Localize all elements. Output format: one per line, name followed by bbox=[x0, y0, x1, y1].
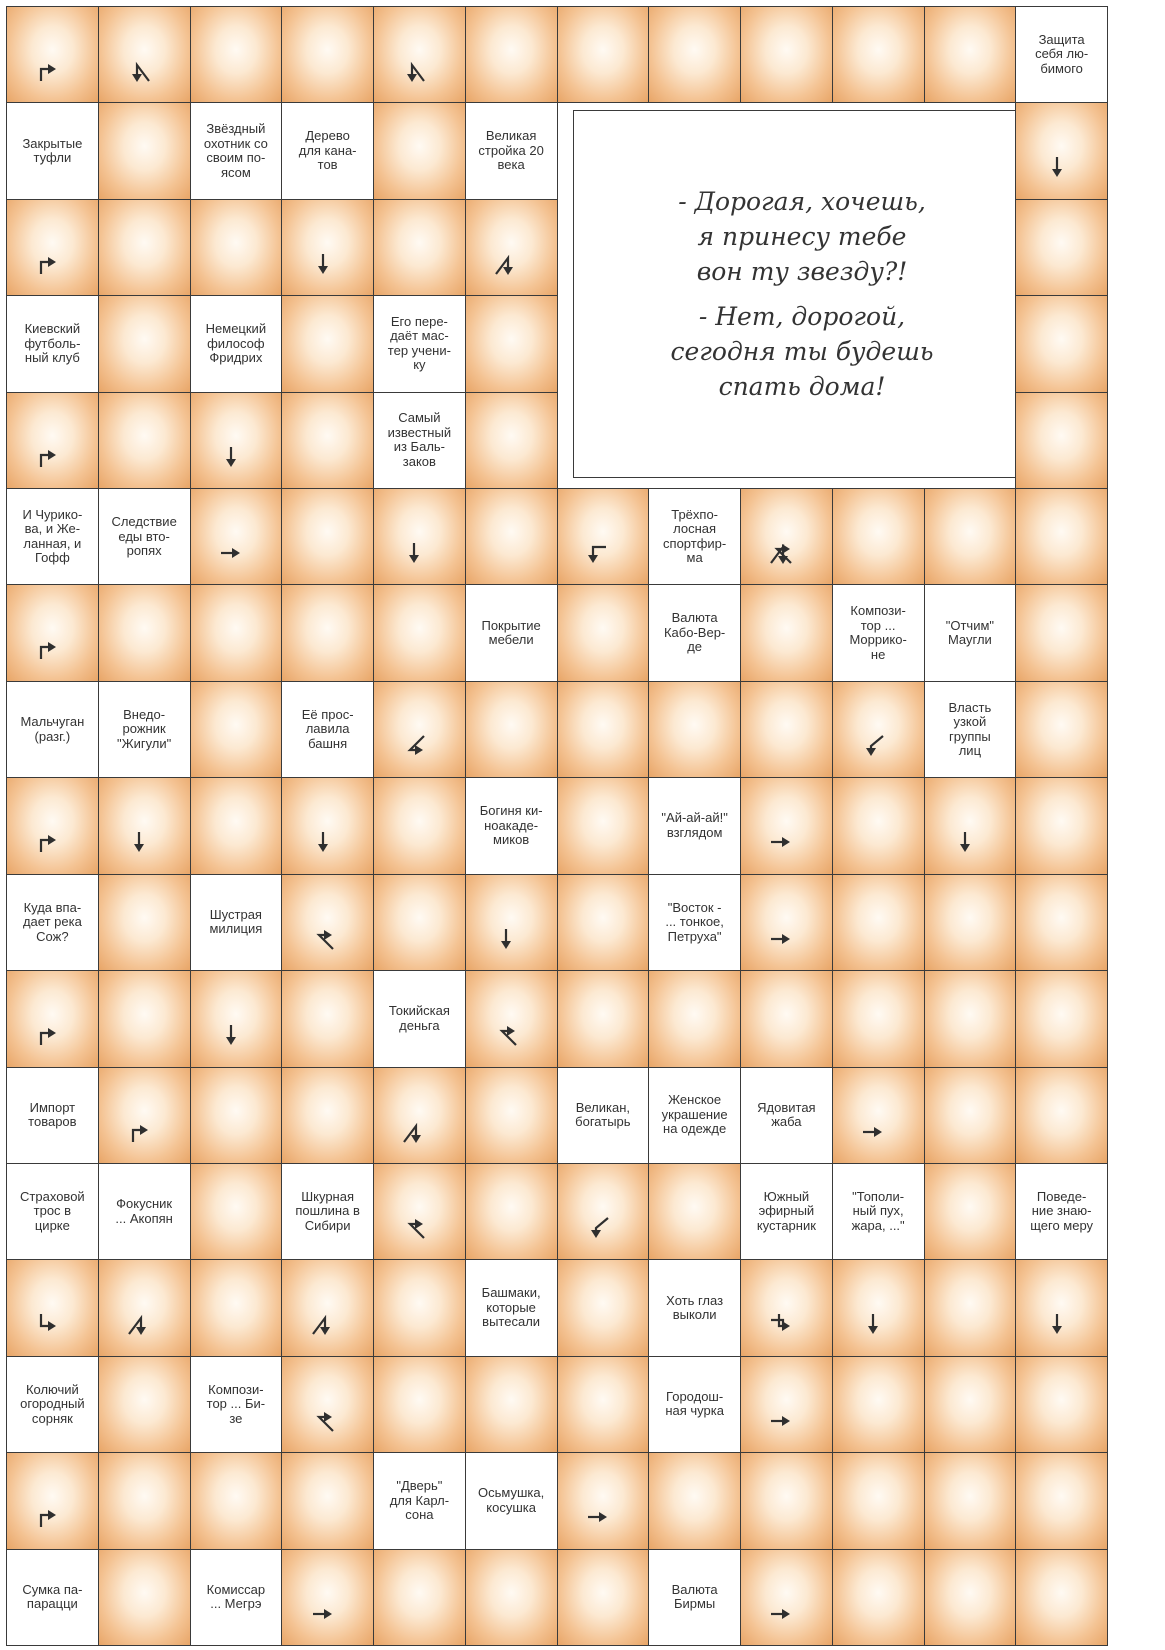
answer-cell[interactable] bbox=[648, 681, 741, 778]
answer-cell[interactable] bbox=[281, 295, 374, 392]
answer-cell[interactable] bbox=[281, 1549, 374, 1646]
clue-text: "Отчим" Маугли bbox=[945, 617, 995, 648]
answer-cell[interactable] bbox=[281, 970, 374, 1067]
answer-cell[interactable] bbox=[924, 777, 1017, 874]
clue-text: Покрытие мебели bbox=[481, 617, 541, 648]
answer-cell[interactable] bbox=[190, 6, 283, 103]
answer-cell[interactable] bbox=[740, 1259, 833, 1356]
answer-cell[interactable] bbox=[740, 6, 833, 103]
answer-cell[interactable] bbox=[190, 1163, 283, 1260]
answer-cell[interactable] bbox=[190, 970, 283, 1067]
answer-cell[interactable] bbox=[6, 392, 99, 489]
clue-text: Закрытые туфли bbox=[22, 135, 83, 166]
clue-text: Комиссар ... Мегрэ bbox=[206, 1581, 266, 1612]
answer-cell[interactable] bbox=[98, 102, 191, 199]
answer-cell[interactable] bbox=[740, 874, 833, 971]
answer-cell[interactable] bbox=[465, 970, 558, 1067]
answer-cell[interactable] bbox=[648, 1452, 741, 1549]
answer-cell[interactable] bbox=[373, 777, 466, 874]
answer-cell[interactable] bbox=[465, 6, 558, 103]
answer-cell[interactable] bbox=[557, 681, 650, 778]
answer-cell[interactable] bbox=[98, 392, 191, 489]
answer-cell[interactable] bbox=[1015, 970, 1108, 1067]
answer-cell[interactable] bbox=[557, 1259, 650, 1356]
clue-text: "Тополи- ный пух, жара, ..." bbox=[851, 1188, 905, 1233]
answer-cell[interactable] bbox=[373, 1067, 466, 1164]
answer-cell[interactable] bbox=[557, 1452, 650, 1549]
answer-cell[interactable] bbox=[924, 1163, 1017, 1260]
answer-cell[interactable] bbox=[465, 681, 558, 778]
answer-cell[interactable] bbox=[281, 488, 374, 585]
answer-cell[interactable] bbox=[190, 681, 283, 778]
answer-cell[interactable] bbox=[557, 874, 650, 971]
answer-cell[interactable] bbox=[1015, 1356, 1108, 1453]
clue-cell bbox=[190, 102, 283, 199]
answer-cell[interactable] bbox=[648, 6, 741, 103]
answer-cell[interactable] bbox=[373, 1549, 466, 1646]
answer-cell[interactable] bbox=[373, 681, 466, 778]
answer-cell[interactable] bbox=[98, 1356, 191, 1453]
answer-cell[interactable] bbox=[373, 199, 466, 296]
answer-cell[interactable] bbox=[557, 488, 650, 585]
clue-cell bbox=[6, 681, 99, 778]
answer-cell[interactable] bbox=[98, 1067, 191, 1164]
clue-cell bbox=[373, 1452, 466, 1549]
answer-cell[interactable] bbox=[832, 1549, 925, 1646]
clue-cell bbox=[648, 584, 741, 681]
clue-text: Хоть глаз выколи bbox=[666, 1292, 724, 1323]
answer-cell[interactable] bbox=[740, 584, 833, 681]
answer-cell[interactable] bbox=[98, 777, 191, 874]
clue-text: Мальчуган (разг.) bbox=[20, 714, 85, 744]
clue-cell bbox=[832, 584, 925, 681]
clue-cell bbox=[6, 1163, 99, 1260]
answer-cell[interactable] bbox=[281, 584, 374, 681]
answer-cell[interactable] bbox=[1015, 874, 1108, 971]
joke-box bbox=[573, 110, 1031, 478]
answer-cell[interactable] bbox=[190, 1259, 283, 1356]
clue-cell bbox=[648, 1356, 741, 1453]
answer-cell[interactable] bbox=[190, 777, 283, 874]
clue-text: Власть узкой группы лиц bbox=[948, 699, 992, 759]
answer-cell[interactable] bbox=[832, 6, 925, 103]
answer-cell[interactable] bbox=[98, 970, 191, 1067]
clue-cell bbox=[557, 1067, 650, 1164]
answer-cell[interactable] bbox=[557, 6, 650, 103]
clue-cell bbox=[281, 102, 374, 199]
answer-cell[interactable] bbox=[1015, 1452, 1108, 1549]
clue-text: Токийская деньга bbox=[388, 1003, 450, 1033]
answer-cell[interactable] bbox=[6, 1259, 99, 1356]
clue-cell bbox=[465, 1259, 558, 1356]
answer-cell[interactable] bbox=[6, 970, 99, 1067]
clue-text: Следствие еды вто- ропях bbox=[111, 514, 177, 558]
answer-cell[interactable] bbox=[98, 199, 191, 296]
clue-cell bbox=[465, 777, 558, 874]
clue-cell bbox=[648, 1067, 741, 1164]
answer-cell[interactable] bbox=[924, 1259, 1017, 1356]
answer-cell[interactable] bbox=[832, 1259, 925, 1356]
clue-text: Ядовитая жаба bbox=[757, 1099, 816, 1130]
answer-cell[interactable] bbox=[190, 1067, 283, 1164]
clue-cell bbox=[6, 102, 99, 199]
answer-cell[interactable] bbox=[190, 1452, 283, 1549]
clue-text: Городош- ная чурка bbox=[665, 1388, 724, 1419]
answer-cell[interactable] bbox=[6, 1452, 99, 1549]
clue-text: Великая стройка 20 века bbox=[478, 128, 544, 173]
answer-cell[interactable] bbox=[557, 1356, 650, 1453]
clue-cell bbox=[190, 874, 283, 971]
clue-cell bbox=[190, 1356, 283, 1453]
answer-cell[interactable] bbox=[557, 584, 650, 681]
answer-cell[interactable] bbox=[465, 392, 558, 489]
clue-cell bbox=[648, 1259, 741, 1356]
answer-cell[interactable] bbox=[832, 488, 925, 585]
clue-text: Самый известный из Баль- заков bbox=[387, 410, 452, 469]
answer-cell[interactable] bbox=[465, 1356, 558, 1453]
clue-text: Шустрая милиция bbox=[209, 906, 263, 937]
answer-cell[interactable] bbox=[465, 1067, 558, 1164]
clue-cell bbox=[648, 1549, 741, 1646]
answer-cell[interactable] bbox=[1015, 777, 1108, 874]
clue-cell bbox=[648, 874, 741, 971]
answer-cell[interactable] bbox=[281, 1259, 374, 1356]
answer-cell[interactable] bbox=[832, 1452, 925, 1549]
clue-cell bbox=[98, 1163, 191, 1260]
answer-cell[interactable] bbox=[832, 1067, 925, 1164]
clue-text: Внедо- рожник "Жигули" bbox=[116, 706, 172, 751]
answer-cell[interactable] bbox=[832, 1356, 925, 1453]
answer-cell[interactable] bbox=[373, 874, 466, 971]
answer-cell[interactable] bbox=[740, 1452, 833, 1549]
answer-cell[interactable] bbox=[281, 1067, 374, 1164]
answer-cell[interactable] bbox=[1015, 1549, 1108, 1646]
clue-text: Звёздный охотник со своим по- ясом bbox=[203, 121, 268, 180]
answer-cell[interactable] bbox=[98, 6, 191, 103]
answer-cell[interactable] bbox=[1015, 584, 1108, 681]
answer-cell[interactable] bbox=[557, 1549, 650, 1646]
clue-text: Великан, богатырь bbox=[575, 1099, 631, 1130]
clue-cell bbox=[373, 392, 466, 489]
answer-cell[interactable] bbox=[1015, 199, 1108, 296]
answer-cell[interactable] bbox=[648, 970, 741, 1067]
answer-cell[interactable] bbox=[281, 6, 374, 103]
answer-cell[interactable] bbox=[98, 1549, 191, 1646]
answer-cell[interactable] bbox=[1015, 1259, 1108, 1356]
answer-cell[interactable] bbox=[740, 777, 833, 874]
clue-cell bbox=[924, 584, 1017, 681]
clue-cell bbox=[6, 874, 99, 971]
clue-text: Южный эфирный кустарник bbox=[756, 1188, 816, 1233]
clue-cell bbox=[6, 295, 99, 392]
clue-cell bbox=[373, 295, 466, 392]
clue-cell bbox=[740, 1067, 833, 1164]
clue-text: Защита себя лю- бимого bbox=[1035, 31, 1089, 76]
answer-cell[interactable] bbox=[924, 1549, 1017, 1646]
clue-text: Валюта Кабо-Вер- де bbox=[663, 610, 726, 655]
clue-text: Импорт товаров bbox=[28, 1099, 77, 1130]
clue-text: Её прос- лавила башня bbox=[301, 706, 354, 751]
answer-cell[interactable] bbox=[373, 1356, 466, 1453]
answer-cell[interactable] bbox=[281, 874, 374, 971]
clue-text: Фокусник ... Акопян bbox=[115, 1196, 173, 1226]
clue-text: И Чурико- ва, и Же- ланная, и Гофф bbox=[22, 506, 83, 566]
clue-text: Сумка па- парацци bbox=[22, 1581, 83, 1612]
clue-cell bbox=[924, 681, 1017, 778]
clue-cell bbox=[281, 1163, 374, 1260]
answer-cell[interactable] bbox=[924, 1356, 1017, 1453]
answer-cell[interactable] bbox=[373, 102, 466, 199]
clue-text: Компози- тор ... Би- зе bbox=[206, 1381, 266, 1426]
answer-cell[interactable] bbox=[465, 295, 558, 392]
clue-text: "Ай-ай-ай!" взглядом bbox=[661, 810, 728, 840]
answer-cell[interactable] bbox=[373, 1259, 466, 1356]
clue-cell bbox=[648, 488, 741, 585]
answer-cell[interactable] bbox=[6, 584, 99, 681]
answer-cell[interactable] bbox=[740, 488, 833, 585]
answer-cell[interactable] bbox=[465, 488, 558, 585]
clue-cell bbox=[1015, 1163, 1108, 1260]
answer-cell[interactable] bbox=[1015, 1067, 1108, 1164]
answer-cell[interactable] bbox=[190, 199, 283, 296]
answer-cell[interactable] bbox=[98, 874, 191, 971]
answer-cell[interactable] bbox=[924, 1067, 1017, 1164]
clue-cell bbox=[190, 295, 283, 392]
answer-cell[interactable] bbox=[98, 1452, 191, 1549]
joke-line-2: - Нет, дорогой, сегодня ты будешь спать дома! bbox=[670, 302, 934, 401]
clue-text: Башмаки, которые вытесали bbox=[481, 1285, 541, 1330]
clue-cell bbox=[6, 1067, 99, 1164]
clue-cell bbox=[465, 584, 558, 681]
answer-cell[interactable] bbox=[465, 199, 558, 296]
answer-cell[interactable] bbox=[6, 199, 99, 296]
clue-cell bbox=[465, 1452, 558, 1549]
answer-cell[interactable] bbox=[832, 874, 925, 971]
answer-cell[interactable] bbox=[373, 584, 466, 681]
answer-cell[interactable] bbox=[924, 970, 1017, 1067]
answer-cell[interactable] bbox=[924, 488, 1017, 585]
clue-text: Женское украшение на одежде bbox=[661, 1092, 728, 1137]
answer-cell[interactable] bbox=[465, 1163, 558, 1260]
clue-cell bbox=[648, 777, 741, 874]
clue-cell bbox=[98, 681, 191, 778]
clue-cell bbox=[740, 1163, 833, 1260]
clue-text: Шкурная пошлина в Сибири bbox=[295, 1188, 360, 1233]
answer-cell[interactable] bbox=[281, 777, 374, 874]
answer-cell[interactable] bbox=[281, 1356, 374, 1453]
answer-cell[interactable] bbox=[6, 777, 99, 874]
clue-cell bbox=[465, 102, 558, 199]
clue-text: Поведе- ние знаю- щего меру bbox=[1030, 1188, 1094, 1233]
clue-text: "Дверь" для Карл- сона bbox=[389, 1478, 450, 1523]
clue-cell bbox=[6, 488, 99, 585]
clue-text: Дерево для кана- тов bbox=[298, 128, 357, 173]
answer-cell[interactable] bbox=[740, 1549, 833, 1646]
answer-cell[interactable] bbox=[465, 1549, 558, 1646]
answer-cell[interactable] bbox=[740, 681, 833, 778]
clue-cell bbox=[1015, 6, 1108, 103]
clue-cell bbox=[281, 681, 374, 778]
clue-cell bbox=[98, 488, 191, 585]
clue-text: Куда впа- дает река Сож? bbox=[22, 899, 82, 944]
answer-cell[interactable] bbox=[924, 6, 1017, 103]
answer-cell[interactable] bbox=[373, 6, 466, 103]
answer-cell[interactable] bbox=[6, 6, 99, 103]
answer-cell[interactable] bbox=[281, 1452, 374, 1549]
clue-cell bbox=[190, 1549, 283, 1646]
clue-text: Богиня ки- ноакаде- миков bbox=[479, 803, 543, 848]
clue-cell bbox=[6, 1549, 99, 1646]
answer-cell[interactable] bbox=[832, 681, 925, 778]
answer-cell[interactable] bbox=[557, 970, 650, 1067]
answer-cell[interactable] bbox=[373, 488, 466, 585]
answer-cell[interactable] bbox=[557, 1163, 650, 1260]
answer-cell[interactable] bbox=[281, 199, 374, 296]
crossword-grid bbox=[8, 8, 1109, 1647]
answer-cell[interactable] bbox=[648, 1163, 741, 1260]
clue-cell bbox=[6, 1356, 99, 1453]
answer-cell[interactable] bbox=[190, 488, 283, 585]
answer-cell[interactable] bbox=[98, 295, 191, 392]
clue-text: Его пере- даёт мас- тер учени- ку bbox=[387, 313, 451, 373]
clue-text: Немецкий философ Фридрих bbox=[205, 321, 267, 366]
answer-cell[interactable] bbox=[465, 874, 558, 971]
answer-cell[interactable] bbox=[1015, 102, 1108, 199]
answer-cell[interactable] bbox=[832, 777, 925, 874]
clue-text: Трёхпо- лосная спортфир- ма bbox=[663, 506, 727, 566]
answer-cell[interactable] bbox=[1015, 681, 1108, 778]
answer-cell[interactable] bbox=[1015, 295, 1108, 392]
answer-cell[interactable] bbox=[190, 392, 283, 489]
answer-cell[interactable] bbox=[924, 874, 1017, 971]
answer-cell[interactable] bbox=[832, 970, 925, 1067]
clue-text: Колючий огородный сорняк bbox=[20, 1381, 85, 1426]
clue-text: Киевский футболь- ный клуб bbox=[24, 321, 81, 366]
answer-cell[interactable] bbox=[1015, 488, 1108, 585]
clue-text: Валюта Бирмы bbox=[671, 1581, 718, 1612]
clue-cell bbox=[832, 1163, 925, 1260]
answer-cell[interactable] bbox=[924, 1452, 1017, 1549]
answer-cell[interactable] bbox=[557, 777, 650, 874]
answer-cell[interactable] bbox=[1015, 392, 1108, 489]
answer-cell[interactable] bbox=[98, 584, 191, 681]
answer-cell[interactable] bbox=[98, 1259, 191, 1356]
clue-cell bbox=[373, 970, 466, 1067]
answer-cell[interactable] bbox=[740, 1356, 833, 1453]
joke-line-1: - Дорогая, хочешь, я принесу тебе вон ту звезду?! bbox=[678, 187, 926, 286]
clue-text: Компози- тор ... Моррико- не bbox=[849, 603, 907, 662]
answer-cell[interactable] bbox=[281, 392, 374, 489]
clue-text: Осьмушка, косушка bbox=[478, 1485, 545, 1515]
answer-cell[interactable] bbox=[740, 970, 833, 1067]
answer-cell[interactable] bbox=[190, 584, 283, 681]
answer-cell[interactable] bbox=[373, 1163, 466, 1260]
clue-text: Страховой трос в цирке bbox=[20, 1188, 85, 1233]
clue-text: "Восток - ... тонкое, Петруха" bbox=[665, 899, 724, 944]
